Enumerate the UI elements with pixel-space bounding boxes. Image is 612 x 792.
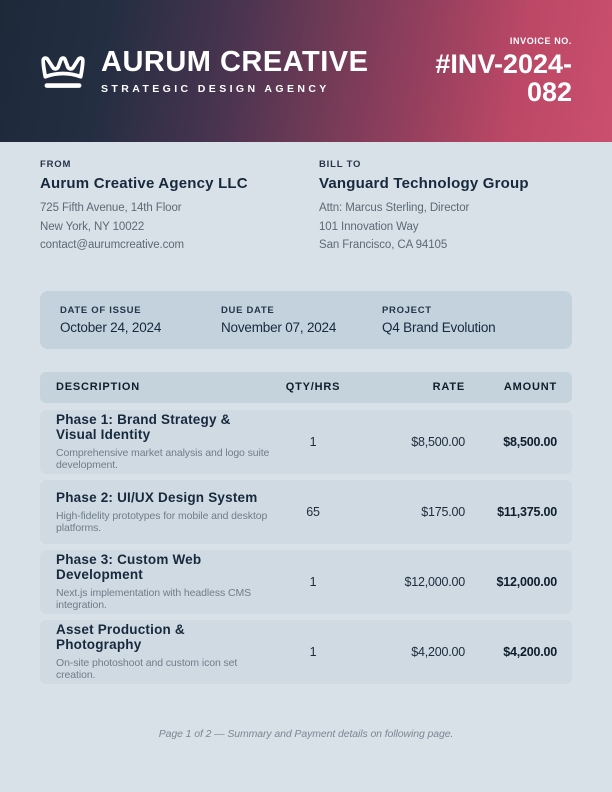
table-row (40, 480, 572, 544)
invoice-number-block (400, 36, 572, 106)
meta-date-of-issue (60, 305, 221, 335)
from-address (40, 199, 319, 255)
row-title: Phase 2: UI/UX Design System (56, 489, 258, 505)
from-label: FROM (40, 159, 72, 170)
page-footer-note: Page 1 of 2 — Summary and Payment details on following page. (158, 728, 454, 740)
row-qty: 1 (309, 644, 317, 659)
parties-section (0, 142, 612, 255)
row-title: Phase 3: Custom Web Development (56, 552, 202, 582)
bill-to-address-line: San Francisco, CA 94105 (319, 239, 448, 251)
bill-to-address-line: 101 Innovation Way (319, 220, 419, 233)
row-amount: $11,375.00 (497, 504, 557, 519)
row-title: Phase 1: Brand Strategy & Visual Identity (56, 412, 231, 442)
meta-label: PROJECT (382, 304, 432, 316)
bill-to-company-name: Vanguard Technology Group (319, 175, 529, 192)
row-description (56, 490, 273, 534)
row-description (56, 622, 273, 681)
table-row (40, 620, 572, 684)
meta-label: DATE OF ISSUE (60, 304, 142, 316)
from-company-name: Aurum Creative Agency LLC (40, 175, 248, 192)
column-header-description: DESCRIPTION (56, 381, 140, 393)
bill-to-attn-line: Attn: Marcus Sterling, Director (319, 202, 470, 214)
row-description (56, 412, 273, 471)
brand-name: AURUM CREATIVE (101, 45, 369, 78)
meta-value: November 07, 2024 (221, 319, 337, 335)
table-row (40, 550, 572, 614)
row-description (56, 552, 273, 611)
row-qty: 1 (309, 574, 317, 589)
meta-project (382, 305, 543, 335)
row-qty: 65 (306, 504, 320, 519)
column-header-qty: QTY/HRS (285, 381, 341, 393)
table-header-row (40, 372, 572, 403)
bill-to-block (319, 159, 572, 255)
row-qty: 1 (309, 434, 317, 449)
row-rate: $175.00 (421, 504, 465, 519)
brand-logo (38, 45, 400, 97)
from-address-line: New York, NY 10022 (40, 220, 145, 233)
meta-value: October 24, 2024 (60, 319, 162, 335)
line-items-table (40, 372, 572, 684)
row-subtitle: On-site photoshoot and custom icon set creation. (56, 657, 238, 681)
row-amount: $4,200.00 (503, 644, 557, 659)
row-subtitle: High-fidelity prototypes for mobile and desktop platforms. (56, 509, 268, 534)
row-title: Asset Production & Photography (56, 622, 185, 652)
row-rate: $4,200.00 (411, 644, 465, 659)
from-block (40, 159, 319, 255)
row-amount: $8,500.00 (503, 434, 557, 449)
row-rate: $8,500.00 (411, 434, 465, 449)
table-row (40, 410, 572, 474)
column-header-rate: RATE (432, 381, 465, 393)
invoice-header-band (0, 0, 612, 142)
from-address-line: 725 Fifth Avenue, 14th Floor (40, 202, 182, 214)
row-amount: $12,000.00 (496, 574, 557, 589)
crown-icon (38, 47, 88, 97)
brand-text (101, 45, 369, 95)
from-email: contact@aurumcreative.com (40, 239, 185, 251)
brand-tagline: STRATEGIC DESIGN AGENCY (101, 82, 330, 95)
meta-due-date (221, 305, 382, 335)
row-rate: $12,000.00 (404, 574, 465, 589)
row-subtitle: Comprehensive market analysis and logo suite development. (56, 447, 270, 471)
meta-value: Q4 Brand Evolution (382, 319, 496, 335)
meta-label: DUE DATE (221, 304, 275, 316)
invoice-number-value: #INV-2024-082 (435, 48, 572, 107)
invoice-meta-bar (40, 291, 572, 349)
invoice-number-label: INVOICE NO. (509, 35, 572, 46)
column-header-amount: AMOUNT (503, 381, 557, 393)
bill-to-label: BILL TO (319, 159, 362, 170)
row-subtitle: Next.js implementation with headless CMS integration. (56, 587, 251, 611)
bill-to-address (319, 199, 572, 255)
